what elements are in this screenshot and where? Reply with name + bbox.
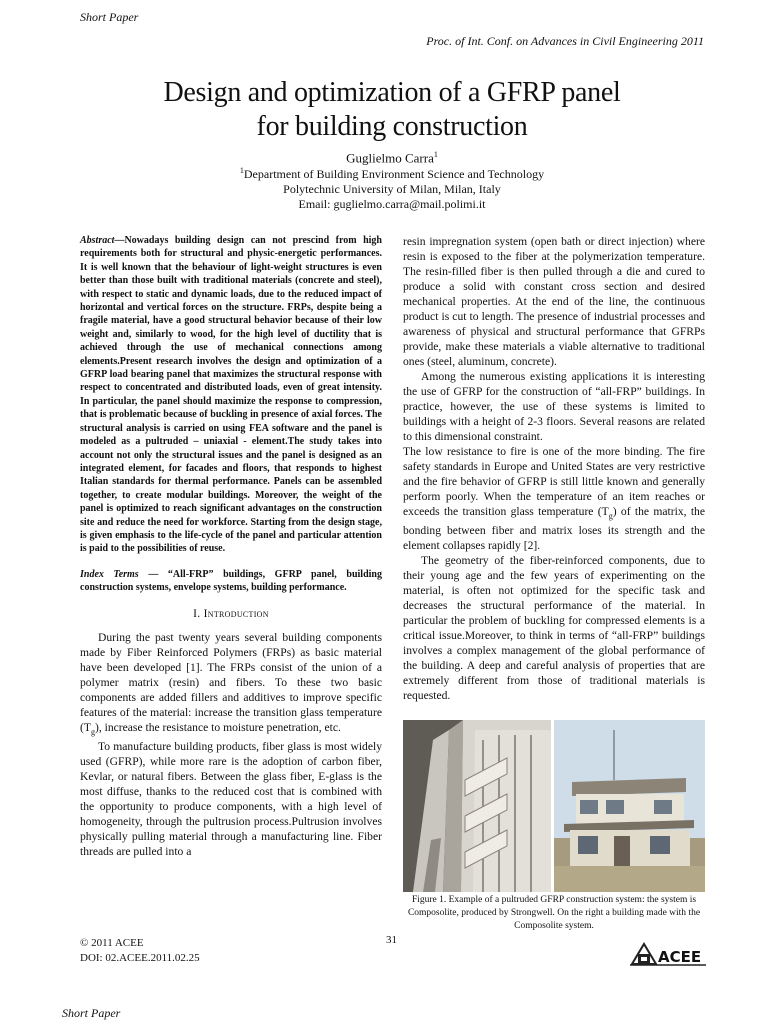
- acee-logo: [630, 938, 706, 966]
- svg-text:ACEE: ACEE: [658, 948, 702, 966]
- intro-paragraph-1: During the past twenty years several building components made by Fiber Reinforced Polymers (FRPs) as basic material have been developed [1]. The FRPs consist of the union of a polymer matrix (resin) and fibers. To these two basic components are added fillers and additives to improve specific features of the material: increase the transition glass temperature $(T_g)$, increase the resistance to moisture penetration, etc.: [80, 630, 382, 736]
- section-heading: I. Introduction: [193, 607, 269, 620]
- pultruded-panel-photo: [403, 720, 551, 892]
- index-terms-lead: Index Terms: [80, 568, 139, 580]
- figure-caption: Figure 1. Example of a pultruded GFRP construction system: the system is Composolite, produced by Strongwell. On the right a building made with the Composolite system.: [407, 895, 701, 931]
- email[interactable]: Email: guglielmo.carra@mail.polimi.it: [298, 197, 486, 211]
- running-footer: Short Paper: [62, 1006, 121, 1020]
- department: Department of Building Environment Science and Technology: [243, 167, 545, 181]
- composolite-building-photo: [554, 720, 705, 892]
- panel-illustration: [403, 720, 551, 892]
- index-terms: [80, 568, 382, 595]
- university: Polytechnic University of Milan, Milan, Italy: [283, 182, 501, 196]
- right-column: [403, 234, 705, 703]
- right-paragraph-2: Among the numerous existing applications it is interesting the use of GFRP for the construction of “all-FRP” buildings. In practice, however, the use of these systems is limited to buildings with a height of 2-3 floors. Several reasons are related to this dimensional constraint.: [403, 370, 705, 443]
- footer-info: [80, 936, 200, 966]
- affiliation: [80, 163, 704, 212]
- intro-paragraph-2: To manufacture building products, fiber glass is most widely used (GFRP), while more rare is the adoption of carbon fiber, Kevlar, or natural fibers. Between the glass fiber, E-glass is the most diffuse, thanks to the reduced cost that is combined with the opportunity to produce components, with a high level of homogeneity, through the pultrusion process.Pultrusion involves physically pulling material through a manufacturing line. Fiber threads are pulled into a: [80, 739, 382, 858]
- index-terms-text: — “All-FRP” buildings, GFRP panel, building construction systems, envelope systems, building performance.: [80, 568, 382, 594]
- right-paragraph-1: resin impregnation system (open bath or direct injection) where resin is exposed to the fiber at the polymerization temperature. The resin-filled fiber is then pulled through a die and cured to produce a solid with constant cross section and desired mechanical properties. At the end of the line, the continuous product is cut to length. The presence of industrial processes and awareness of physical and structural performance that GFRPs provide, make these materials a viable alternative to traditional ones (steel, aluminum, concrete).: [403, 235, 705, 368]
- title-line-1: Design and optimization of a GFRP panel: [163, 77, 621, 108]
- left-column: [80, 234, 382, 859]
- right-paragraph-4: The geometry of the fiber-reinforced components, due to their young age and the few years of experimenting on the material, is often not optimized for the specific task and decreases the structural performance of the material. In particular the problem of buckling for compressed elements is a critical issue.Moreover, to think in terms of “all-FRP” buildings involves a complex management of the global performance of the building. A deep and careful analysis of properties that are extremely different from those of traditional materials is requested.: [403, 554, 705, 703]
- author-sup: 1: [433, 150, 438, 159]
- abstract-lead: Abstract: [80, 235, 115, 246]
- running-header-right: Proc. of Int. Conf. on Advances in Civil Engineering 2011: [426, 34, 704, 48]
- abstract-text: —Nowadays building design can not prescind from high requirements both for structural and physic-energetic performances. It is well known that the behaviour of light-weight structures is even better than those built with traditional materials (concrete and steel), with respect to static and dynamic loads, due to the reduced impact of horizontal and vertical forces on the structure. FRPs, despite being a fragile material, have a good structural behavior because of their low weight and, similarly to wood, for the high level of ductility that is achieved through the use of mechanical connections among elements.Present research involves the design and optimization of a GFRP load bearing panel that maximizes the structural response with respect to concentrated and distributed loads, even of great intensity. In particular, the panel should maximize the response to compression, that is problematic because of buckling in presence of axial forces. The structural analysis is carried on using FEA software and the panel is modeled as a pultruded – uniaxial - element.The study takes into account not only the structural issues and the panel is designed as an integrated element, for facades and floors, that responds to highest Italian standards for thermal performance. Panels can be assembled together, to create modular buildings. Moreover, the weight of the panel is optimized to reach significant advantages on the construction site and reduce the need for workforce. Starting from the design stage, is given emphasis to the life-cycle of the panel and particular attention is paid to the possibilities of reuse.: [80, 235, 382, 555]
- abstract: [80, 234, 382, 556]
- copyright: © 2011 ACEE: [80, 937, 144, 949]
- running-header-left: Short Paper: [80, 10, 139, 24]
- doi: DOI: 02.ACEE.2011.02.25: [80, 952, 200, 964]
- paper-title: [80, 76, 704, 144]
- author-name-text: Guglielmo Carra: [346, 150, 434, 166]
- figure-1: [403, 720, 705, 892]
- page-number: 31: [386, 934, 397, 946]
- building-illustration: [554, 720, 705, 892]
- acee-logo-icon: [630, 938, 706, 966]
- affiliation-sup: 1: [239, 166, 244, 175]
- right-paragraph-3: The low resistance to fire is one of the more binding. The fire safety standards in Europe and United States are very restrictive and the fire behavior of GFRP is still little known and generally perform poorly. When the temperature of an item reaches or exceeds the transition glass temperature $(T_g)$ of the matrix, the bonding between fiber and matrix loses its strength and the element collapses rapidly [2].: [403, 445, 705, 553]
- title-line-2: for building construction: [256, 111, 528, 142]
